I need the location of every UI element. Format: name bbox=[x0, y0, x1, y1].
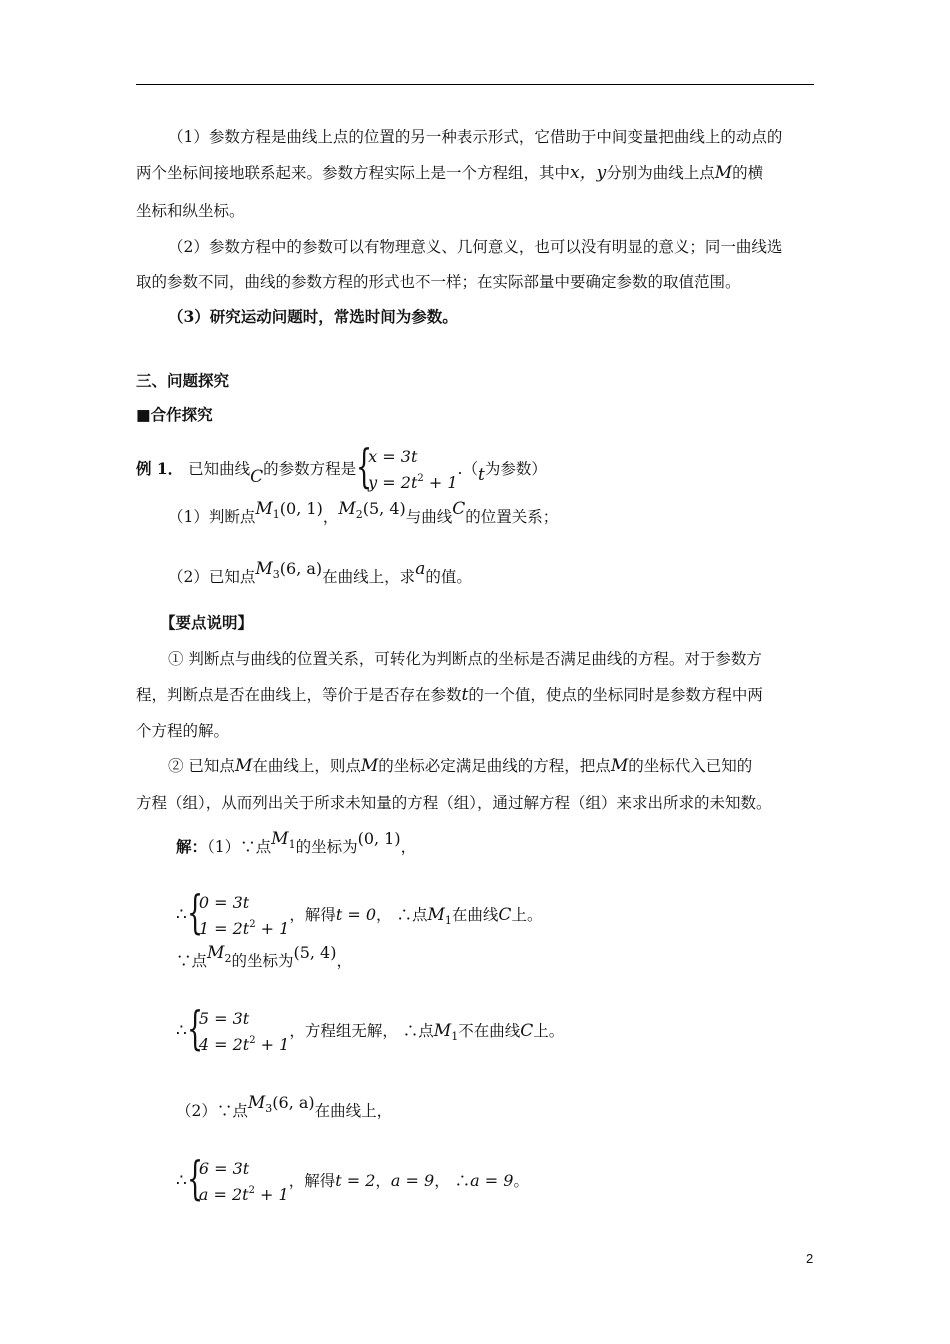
solution-system-1: ∴ { 0 = 3t $1 = 2t^2 + 1$ ，解得t = 0， ∴点$M_1$在曲线C上。 bbox=[176, 885, 543, 939]
param-equation-system bbox=[356, 439, 458, 494]
point-M1: $M_1$ bbox=[433, 1021, 459, 1043]
var-M: M bbox=[234, 756, 253, 776]
keypoint-2-line-1: ② 已知点M在曲线上，则点M的坐标必定满足曲线的方程，把点M的坐标代入已知的 bbox=[168, 756, 753, 776]
point-M1: $M_1$ bbox=[427, 905, 452, 927]
example-1-question-2: （2）已知点$M_3(6$, a)在曲线上，求a的值。 bbox=[168, 559, 472, 586]
var-t: t bbox=[461, 685, 469, 705]
equation-system: { 0 = 3t $1 = 2t^2 + 1$ bbox=[186, 885, 290, 939]
keypoint-1-line-1: ① 判断点与曲线的位置关系，可转化为判断点的坐标是否满足曲线的方程。对于参数方 bbox=[168, 650, 762, 668]
point-M1: $M_1(0$, 1) bbox=[255, 499, 323, 521]
example-1-question-1: （1）判断点$M_1(0$, 1)，$M_2(5$, 4)与曲线C的位置关系； bbox=[168, 499, 559, 526]
equation-row: $y = 2t^2 + 1$ bbox=[368, 473, 458, 492]
brace: { bbox=[356, 439, 373, 493]
point-M3: $M_3(6$, a) bbox=[255, 559, 323, 581]
solution-system-2: ∴ { 5 = 3t $4 = 2t^2 + 1$ ，方程组无解， ∴点$M_1$不在曲线C上。 bbox=[176, 1001, 565, 1055]
header-rule bbox=[136, 84, 814, 85]
note-1-line-3: 坐标和纵坐标。 bbox=[136, 202, 245, 220]
example-label: 例 1． bbox=[136, 459, 184, 478]
keypoint-2-line-2: 方程（组），从而列出关于所求未知量的方程（组），通过解方程（组）来求出所求的未知数。 bbox=[136, 794, 772, 812]
section-subheading: ■合作探究 bbox=[136, 405, 213, 424]
var-C: C bbox=[452, 499, 466, 519]
solution-system-3: ∴ { 6 = 3t $a = 2t^2 + 1$ ，解得t = 2，a = 9， ∴a = 9。 bbox=[176, 1151, 529, 1205]
xy-vars: x，y bbox=[570, 163, 607, 183]
keypoint-1-line-2: 程，判断点是否在曲线上，等价于是否存在参数t的一个值，使点的坐标同时是参数方程中两 bbox=[136, 685, 763, 705]
var-t: t bbox=[477, 465, 485, 485]
equation-row: x = 3t bbox=[368, 447, 418, 466]
note-2-line-2: 取的参数不同，曲线的参数方程的形式也不一样；在实际部量中要确定参数的取值范围。 bbox=[136, 273, 741, 291]
solution-line-1: 解：（1）∵点$M_1$的坐标为(0, 1)， bbox=[176, 829, 417, 856]
text: 分别为曲线上点 bbox=[606, 164, 715, 182]
point-M3: $M_3(6$, a) bbox=[247, 1093, 315, 1115]
equation-system: { 5 = 3t $4 = 2t^2 + 1$ bbox=[186, 1001, 290, 1055]
var-M: M bbox=[714, 163, 733, 183]
point-M1: $M_1$ bbox=[271, 829, 296, 851]
text: .（ bbox=[457, 460, 478, 478]
solution-line-2: ∵点$M_2$的坐标为(5, 4)， bbox=[176, 943, 352, 970]
page-number: 2 bbox=[806, 1251, 814, 1266]
var-M: M bbox=[610, 756, 629, 776]
note-1-line-2 bbox=[136, 162, 814, 184]
var-C: C bbox=[250, 467, 264, 487]
keypoint-1-line-3: 个方程的解。 bbox=[136, 722, 230, 740]
note-3: （3）研究运动问题时，常选时间为参数。 bbox=[168, 307, 458, 326]
solution-label: 解： bbox=[176, 837, 208, 856]
example-1-statement bbox=[136, 439, 814, 494]
text: 的横 bbox=[732, 164, 764, 182]
section-heading: 三、问题探究 bbox=[136, 371, 230, 390]
note-2-line-1: （2）参数方程中的参数可以有物理意义、几何意义，也可以没有明显的意义；同一曲线选 bbox=[168, 238, 783, 256]
text: 两个坐标间接地联系起来。参数方程实际上是一个方程组，其中 bbox=[136, 164, 571, 182]
text: 为参数） bbox=[484, 460, 547, 478]
keypoints-title: 【要点说明】 bbox=[160, 613, 254, 632]
equation-system: { 6 = 3t $a = 2t^2 + 1$ bbox=[186, 1151, 289, 1205]
point-M2: $M_2(5$, 4) bbox=[338, 499, 406, 521]
var-M: M bbox=[360, 756, 379, 776]
point-M2: $M_2$ bbox=[207, 943, 232, 965]
text: 的参数方程是 bbox=[263, 460, 357, 478]
text: 已知曲线 bbox=[188, 460, 251, 478]
var-a: a bbox=[415, 559, 426, 579]
solution-part-2: （2）∵点$M_3(6$, a)在曲线上， bbox=[176, 1093, 393, 1120]
note-1-line-1: （1）参数方程是曲线上点的位置的另一种表示形式，它借助于中间变量把曲线上的动点的 bbox=[168, 128, 783, 146]
